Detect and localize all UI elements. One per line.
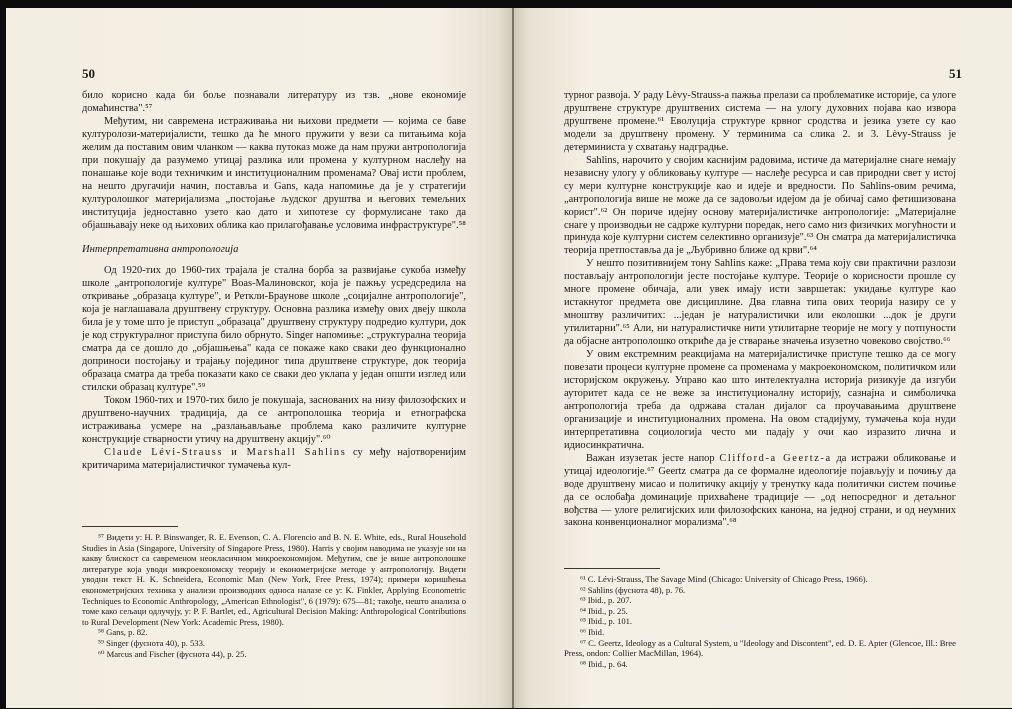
left-paragraph-3: Од 1920-тих до 1960-тих трајала је стална борба за развијање сукоба између школе „антропологије културе" Boas-Малиновског, која је пажњу усредсредила на откривање „образаца културе", и Реткли-Браунове школе „социјалне антропологије", која је наглашавала друштвену структуру. Основна разлика између ових двеју школа била је у томе што је приступ „образаца" друштвену структуру подредио култури, док је код структуралног приступа било обрнуто. Singer напомиње: „структурална теорија сматра да се дошло до „објашњења" када се покаже како сваки део функционално доприноси постојању и трајању појединог типа друштвене структуре, док теорија образаца сматра да треба показати како се сваки део уклапа у један општи изглед или стилски образац културе".⁵⁹ — [82, 265, 466, 394]
right-page — [514, 8, 1012, 708]
left-paragraph-1: било корисно када би боље познавали литературу из тзв. „нове економије домаћинства".⁵⁷ — [82, 90, 466, 114]
left-paragraph-5 — [82, 447, 466, 473]
footnote-63: ⁶³ Ibid., p. 207. — [580, 595, 632, 606]
footnote-66: ⁶⁶ Ibid. — [580, 626, 605, 637]
left-paragraph-5-text: су међу најотворенијим критичарима материјалистичког тумачења кул- — [82, 446, 466, 471]
footnote-60: ⁶⁰ Marcus and Fischer (фуснота 44), p. 25. — [98, 648, 247, 659]
left-body — [82, 90, 466, 473]
footnote-rule — [82, 526, 178, 527]
right-paragraph-2: Sahlins, нарочито у својим каснијим радовима, истиче да материјалне снаге немају независну улогу у обликовању културе — наслеђе ресурса и сав природни свет у истој су мери културне конструкције као и идеје и вредности. По Sahlins-овим речима, „антропологија више не може да се задовољи идејом да је обичај само фетишизована корист".⁶² Он пориче идејну основу материјалистичке антропологије: „Материјалне снаге у производњи не садрже културни поредак, него само низ физичких могућности и принуда које културни систем селективно организује".⁶³ Он сматра да материјалистичка теорија претпоставља да је „Љубривно ближе од крви".⁶⁴ — [564, 154, 956, 257]
footnote-64: ⁶⁴ Ibid., p. 25. — [580, 605, 628, 616]
footnote-65: ⁶⁵ Ibid., p. 101. — [580, 616, 633, 627]
geertz-intro: Важан изузетак јесте напор — [586, 452, 720, 464]
page-number-left: 50 — [82, 66, 95, 81]
footnote-59: ⁵⁹ Singer (фуснота 40), p. 533. — [98, 637, 206, 648]
geertz-text: да истражи обликовање и утицај идеологије.⁶⁷ Geertz сматра да се формалне идеологије појављују и почињу да воде друштвену мисао и политичку акцију у тренутку када политички систем почиње да се ослобађа доминације прихваћене традиције — „од непосредног и детаљног вођства — улоге религијских или филозофских канона, на једној страни, и од неумних закона конвенционалног морализма".⁶⁸ — [564, 452, 956, 529]
footnote-rule-right — [564, 568, 660, 569]
footnote-57: ⁵⁷ Видети у: H. P. Binswanger, R. E. Evenson, C. A. Florencio and B. N. E. White, eds., Rural Household Studies in Asia (Singapore, University of Singapore Press, 1980). Harris у својим наводима не указује ни на какву блискост са савременом неокласичном микроекономијом. Међутим, све је више антрополошке литературе која уводи микроекономску теорију и економетријске методе у антропологију. Видети уводни текст H. K. Schneidera, Economic Man (New York, Free Press, 1974); примери коришћења економетријских техника у анализи производних односа налазе се у: K. Finkler, Applying Econometric Techniques to Economic Anthropology, „American Ethnologist", 6 (1979): 675—81; такође, нешто анализа о томе како сељаци одлучују, у: P. F. Bartlet, ed., Agricultural Decision Making: Anthropological Contributions to Rural Development (New York: Academic Press, 1980). — [82, 532, 466, 627]
right-paragraph-1: турног развоја. У раду Lèvy-Strauss-а пажња прелази са проблематике историје, са улоге друштвене структуре друштвених система — на улогу духовних појава као извора друштвене промене.⁶¹ Еволуција структуре крвног сродства и језика узете су као модели за друштвену промену. У терминима са слика 2. и 3. Lèvy-Strauss је детерминиста у схватању надградње. — [564, 90, 956, 153]
footnote-61: ⁶¹ C. Lévi-Strauss, The Savage Mind (Chicago: University of Chicago Press, 1966). — [580, 574, 868, 584]
geertz-name: Clifford-a Geertz-a — [719, 452, 832, 464]
right-body — [564, 90, 956, 530]
left-page — [6, 8, 512, 708]
footnote-67: ⁶⁷ C. Geertz, Ideology as a Cultural System, u "Ideology and Discontent", ed. D. E. Apter (Glencoe, Ill.: Bree Press, ondon: Collier MacMillan, 1964). — [564, 637, 956, 659]
right-footnotes — [564, 568, 956, 669]
footnote-58: ⁵⁸ Gans, p. 82. — [98, 627, 148, 638]
page-number-right: 51 — [949, 66, 962, 81]
section-heading: Интерпретативна антропологија — [82, 244, 239, 256]
author-names: Claude Lévi-Strauss и Marshall Sahlins — [104, 446, 347, 458]
right-paragraph-3: У нешто позитивнијем тону Sahlins каже: „Права тема коју сви практични разлози постављају антропологији јесте постојање културе. Теорије о корисности прошле су многе промене обичаја, али увек имају исти завршетак: укидање културе као истакнутог предмета ове дисциплине. Два главна типа ових теорија назиру се у мноштву различитих: ...један је натуралистички или еколошки ...док је други утилитарни".⁶⁵ Али, ни натуралистичке нити утилитарне теорије не могу у потпуности да објасне антрополошко откриће да је стварање значења изузетно човеково својство.⁶⁶ — [564, 258, 956, 348]
footnote-62: ⁶² Sahlins (фуснота 48), p. 76. — [580, 584, 686, 595]
footnote-68: ⁶⁸ Ibid., p. 64. — [580, 658, 628, 669]
right-paragraph-4: У овим екстремним реакцијама на материјалистичке приступе тешко да се могу повезати процеси културне промене са променама у макроекономском, политичком или историјском окружењу. Управо као што интелектуална историја ризикује да изгуби ауторитет када се не веже за институционалну историју, сазнајна и симболичка антропологија треба да одржава сталан дијалог са проучавањима друштвене организације и институционалних промена. На овом стадијуму, тумачења која нуди интерпретативна социологија често ми падају у очи као изразито лична и идиосинкратична. — [564, 349, 956, 451]
left-footnotes — [82, 526, 466, 659]
left-paragraph-2: Међутим, ни савремена истраживања ни њихови предмети — којима се баве културолози-материјалисти, тешко да ће много пружити у вези са питањима која желим да поставим овим чланком — каква путоказ може да нам пружи антропологија при покушају да разумемо утицај разлика или промена у културном наслеђу на понашање које води техничким и институционалним променама? Овај исти проблем, на нешто другачији начин, поставља и Gans, када напомиње да је у стратегији културолошког материјализма „постојање људског друштва и његових темељних институција једноставно узето као дато и хипотезе су формулисане тако да објашњавају неке од њихових облика као прилагођавање условима инфраструктуре".⁵⁸ — [82, 115, 466, 231]
right-paragraph-5 — [564, 453, 956, 531]
left-paragraph-4: Током 1960-тих и 1970-тих било је покушаја, заснованих на низу филозофских и друштвено-научних традиција, да се антрополошка теорија и етнографска истраживања усмере на „разлањављање проблема како различите културне конструкције стварности утичу на друштвену акцију".⁶⁰ — [82, 394, 466, 445]
